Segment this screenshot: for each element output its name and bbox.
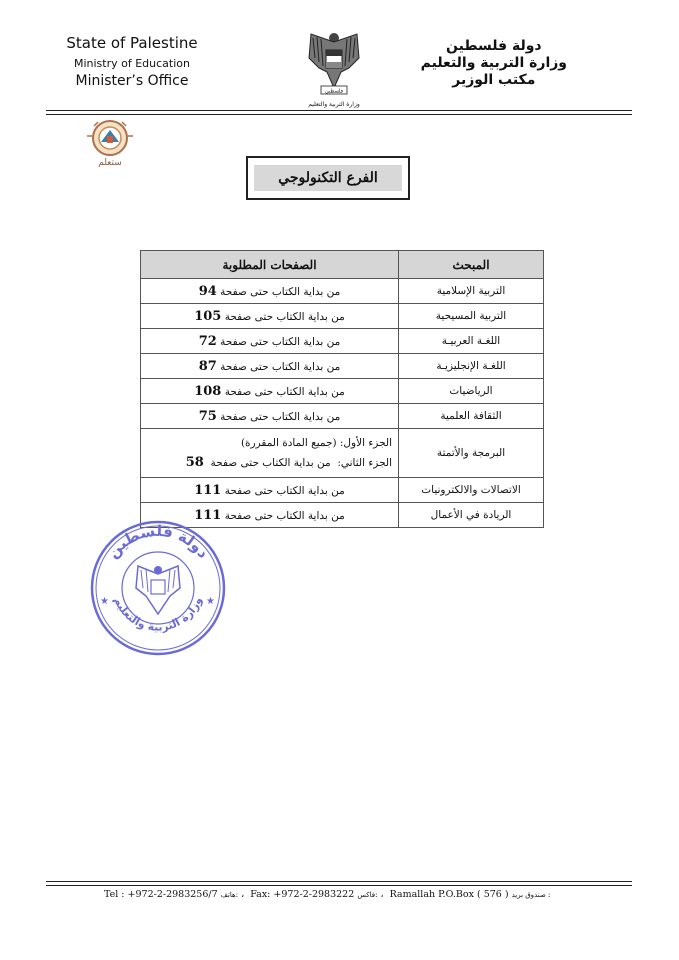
pages-cell: من بداية الكتاب حتى صفحة 72 — [141, 329, 399, 354]
education-logo-icon — [78, 118, 142, 168]
col-subject-header: المبحث — [399, 251, 544, 279]
subject-cell: الاتصالات والالكترونيات — [399, 478, 544, 503]
footer-divider — [46, 881, 632, 882]
fax-number: +972-2-2983222 — [273, 889, 355, 900]
table-row — [141, 329, 544, 354]
header-divider-thin — [46, 114, 632, 115]
subject-cell: التربية الإسلامية — [399, 279, 544, 304]
emblem-caption: وزارة التربية والتعليم — [308, 101, 360, 108]
svg-text:دولة فلسطين: دولة فلسطين — [103, 521, 213, 562]
part-one-line: الجزء الأول: (جميع المادة المقررة) — [240, 437, 392, 449]
office-name-ar: مكتب الوزير — [452, 71, 536, 88]
svg-text:★: ★ — [100, 596, 109, 607]
official-stamp — [88, 518, 228, 662]
pobox-label-ar: صندوق بريد : — [511, 891, 551, 899]
education-logo — [78, 118, 142, 172]
eagle-icon — [305, 28, 363, 100]
svg-text:فلسطين: فلسطين — [325, 88, 343, 95]
tel-label-ar: هاتف: — [220, 891, 239, 899]
exam-pages-table — [140, 250, 544, 528]
part-two-line: الجزء الثاني: من بداية الكتاب حتى صفحة 58 — [185, 455, 392, 470]
pages-cell: من بداية الكتاب حتى صفحة 105 — [141, 304, 399, 329]
office-name-en: Minister’s Office — [75, 73, 189, 90]
col-pages-header: الصفحات المطلوبة — [141, 251, 399, 279]
table-row — [141, 404, 544, 429]
footer-contact: Tel : +972-2-2983256/7 هاتف: ، Fax: +972-2-2983222 فاكس: ، Ramallah P.O.Box ( 576 ) صندوق بريد : — [104, 889, 551, 900]
pages-cell: من بداية الكتاب حتى صفحة 111 — [141, 503, 399, 528]
pages-cell: من بداية الكتاب حتى صفحة 94 — [141, 279, 399, 304]
svg-text:★: ★ — [206, 596, 215, 607]
ministry-name-ar: وزارة التربية والتعليم — [420, 54, 567, 71]
tel-label: Tel — [104, 889, 119, 900]
fax-label-ar: فاكس: — [357, 891, 378, 899]
subject-cell: الثقافة العلمية — [399, 404, 544, 429]
subject-cell: البرمجة والأتمتة — [399, 429, 544, 478]
state-name-en: State of Palestine — [66, 34, 198, 52]
table-row-programming — [141, 429, 544, 478]
subject-cell: الرياضيات — [399, 379, 544, 404]
header-arabic — [421, 38, 567, 88]
pages-cell — [141, 429, 399, 478]
fax-label: Fax: — [250, 889, 271, 900]
branch-title: الفرع التكنولوجي — [254, 165, 402, 191]
branch-title-box — [246, 156, 410, 200]
pages-cell: من بداية الكتاب حتى صفحة 111 — [141, 478, 399, 503]
table-row — [141, 354, 544, 379]
subject-cell: التربية المسيحية — [399, 304, 544, 329]
pages-cell: من بداية الكتاب حتى صفحة 75 — [141, 404, 399, 429]
footer-divider-thin — [46, 885, 632, 886]
svg-text:ستعلم: ستعلم — [98, 158, 122, 168]
table-row — [141, 379, 544, 404]
table-row — [141, 279, 544, 304]
ministry-name-en: Ministry of Education — [73, 57, 190, 70]
svg-text:وزارة التربية والتعليم: وزارة التربية والتعليم — [111, 594, 205, 634]
pages-cell: من بداية الكتاب حتى صفحة 87 — [141, 354, 399, 379]
table-row — [141, 304, 544, 329]
subject-cell: اللغـة الإنجليزيـة — [399, 354, 544, 379]
subject-cell: اللغـة العربيـة — [399, 329, 544, 354]
subject-cell: الريادة في الأعمال — [399, 503, 544, 528]
header-english — [52, 34, 212, 90]
header-divider — [46, 110, 632, 111]
table-row — [141, 478, 544, 503]
pages-cell: من بداية الكتاب حتى صفحة 108 — [141, 379, 399, 404]
table-header-row — [141, 251, 544, 279]
tel-number: +972-2-2983256/7 — [127, 889, 218, 900]
state-name-ar: دولة فلسطين — [446, 38, 542, 54]
pobox: Ramallah P.O.Box ( 576 ) — [389, 889, 509, 900]
palestine-eagle-emblem — [296, 28, 372, 108]
stamp-seal-icon — [88, 518, 228, 658]
